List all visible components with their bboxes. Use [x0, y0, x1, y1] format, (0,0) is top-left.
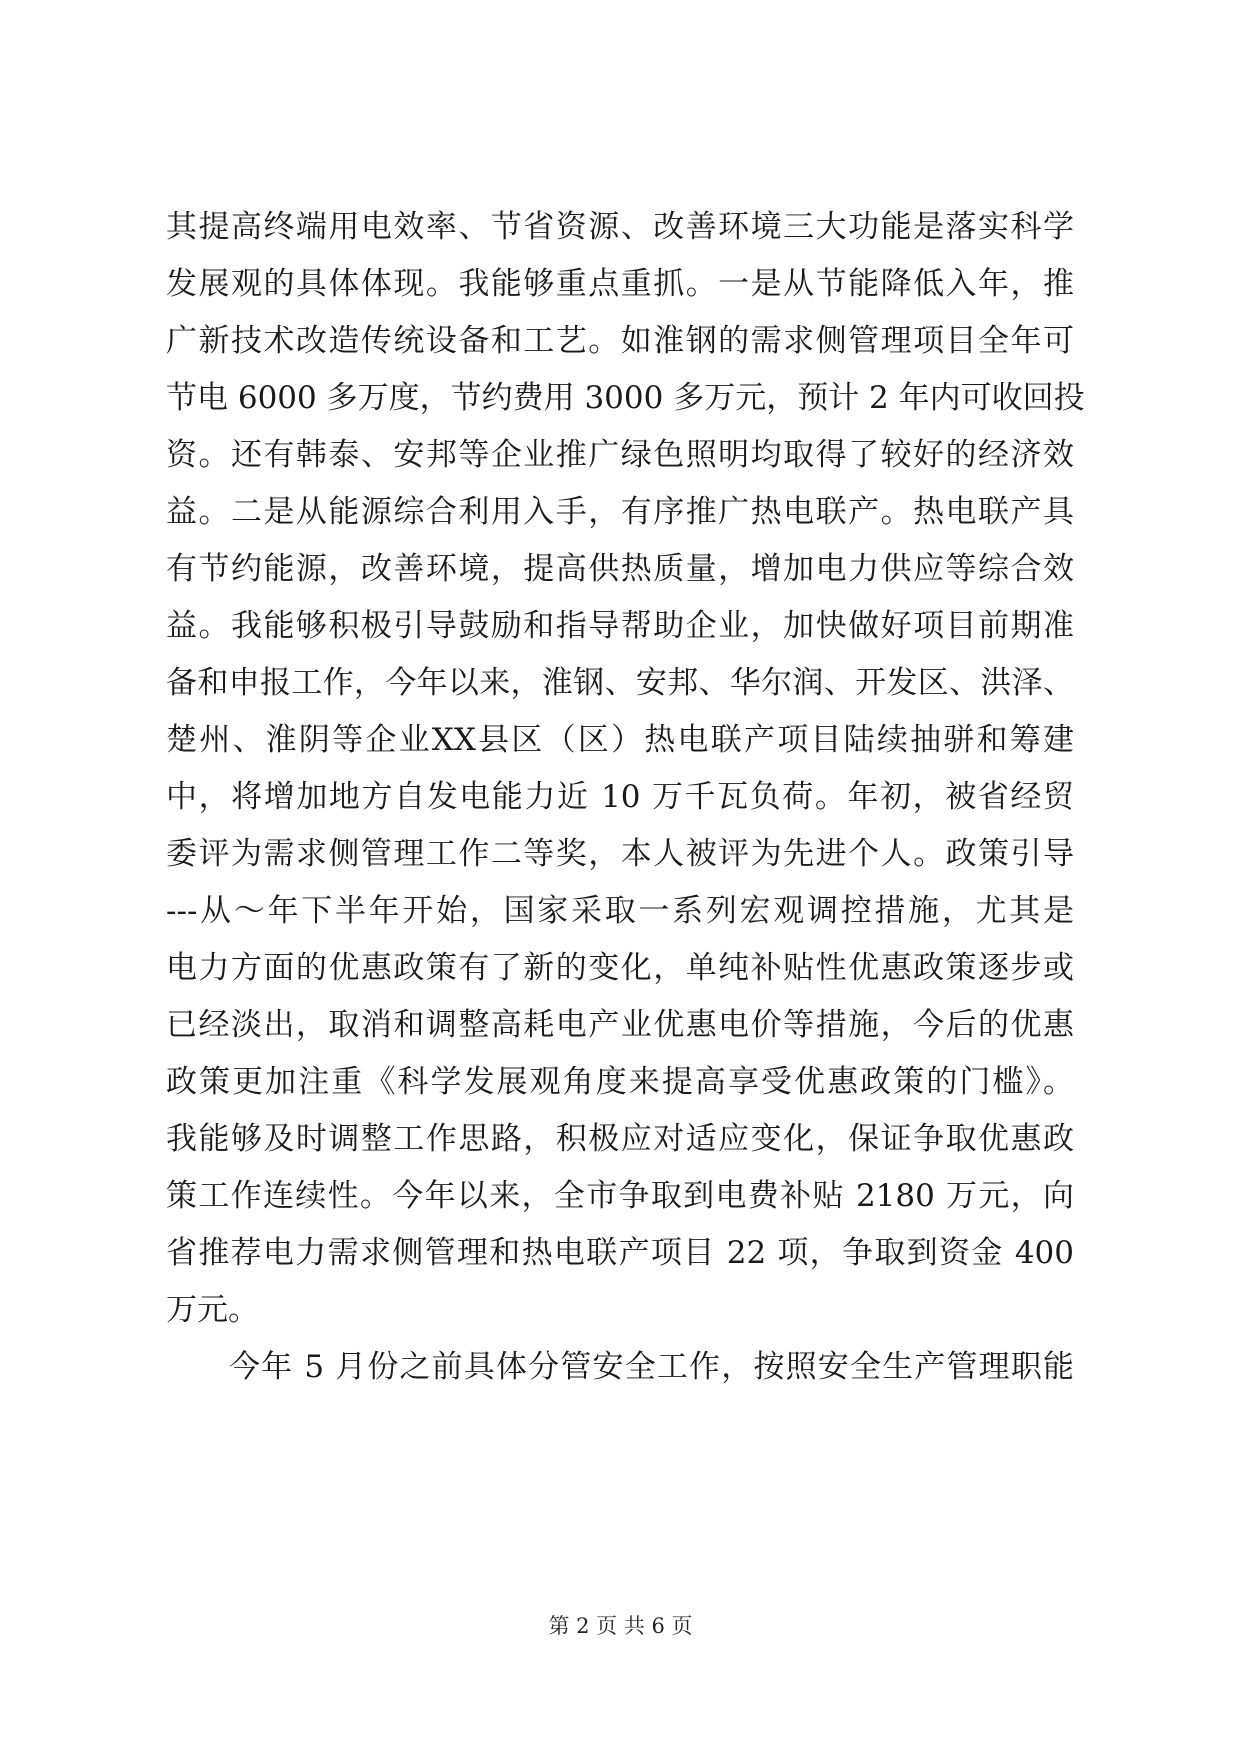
paragraph-1-line-16: 政策更加注重《科学发展观角度来提高享受优惠政策的门槛》。 [166, 1064, 1074, 1100]
paragraph-1-line-6: 益。二是从能源综合利用入手，有序推广热电联产。热电联产具 [166, 494, 1074, 530]
paragraph-1-line-15: 已经淡出，取消和调整高耗电产业优惠电价等措施，今后的优惠 [166, 1007, 1074, 1043]
paragraph-1-line-7: 有节约能源，改善环境，提高供热质量，增加电力供应等综合效 [166, 551, 1074, 587]
paragraph-2-line-1: 今年 5 月份之前具体分管安全工作，按照安全生产管理职能 [229, 1349, 1074, 1385]
paragraph-1-line-13: ---从～年下半年开始，国家采取一系列宏观调控措施，尤其是 [166, 893, 1074, 929]
paragraph-1-line-9: 备和申报工作，今年以来，淮钢、安邦、华尔润、开发区、洪泽、 [166, 665, 1074, 701]
paragraph-1-line-19: 省推荐电力需求侧管理和热电联产项目 22 项，争取到资金 400 [166, 1235, 1074, 1271]
paragraph-1-line-5: 资。还有韩泰、安邦等企业推广绿色照明均取得了较好的经济效 [166, 437, 1074, 473]
paragraph-1-line-17: 我能够及时调整工作思路，积极应对适应变化，保证争取优惠政 [166, 1121, 1074, 1157]
paragraph-1-line-11: 中，将增加地方自发电能力近 10 万千瓦负荷。年初，被省经贸 [166, 779, 1074, 815]
paragraph-1-line-10: 楚州、淮阴等企业XX县区（区）热电联产项目陆续抽骈和筹建 [166, 722, 1074, 758]
paragraph-1-line-14: 电力方面的优惠政策有了新的变化，单纯补贴性优惠政策逐步或 [166, 950, 1074, 986]
paragraph-1-line-3: 广新技术改造传统设备和工艺。如淮钢的需求侧管理项目全年可 [166, 323, 1074, 359]
paragraph-1-line-18: 策工作连续性。今年以来，全市争取到电费补贴 2180 万元，向 [166, 1178, 1074, 1214]
paragraph-1-line-2: 发展观的具体体现。我能够重点重抓。一是从节能降低入年，推 [166, 266, 1074, 302]
paragraph-1-line-8: 益。我能够积极引导鼓励和指导帮助企业，加快做好项目前期准 [166, 608, 1074, 644]
paragraph-1-line-20: 万元。 [166, 1292, 259, 1328]
paragraph-1-line-1: 其提高终端用电效率、节省资源、改善环境三大功能是落实科学 [166, 209, 1074, 245]
paragraph-1-line-12: 委评为需求侧管理工作二等奖，本人被评为先进个人。政策引导 [166, 836, 1074, 872]
paragraph-1-line-4: 节电 6000 多万度，节约费用 3000 多万元，预计 2 年内可收回投 [166, 380, 1085, 416]
page-number-footer: 第 2 页 共 6 页 [548, 1614, 693, 1638]
